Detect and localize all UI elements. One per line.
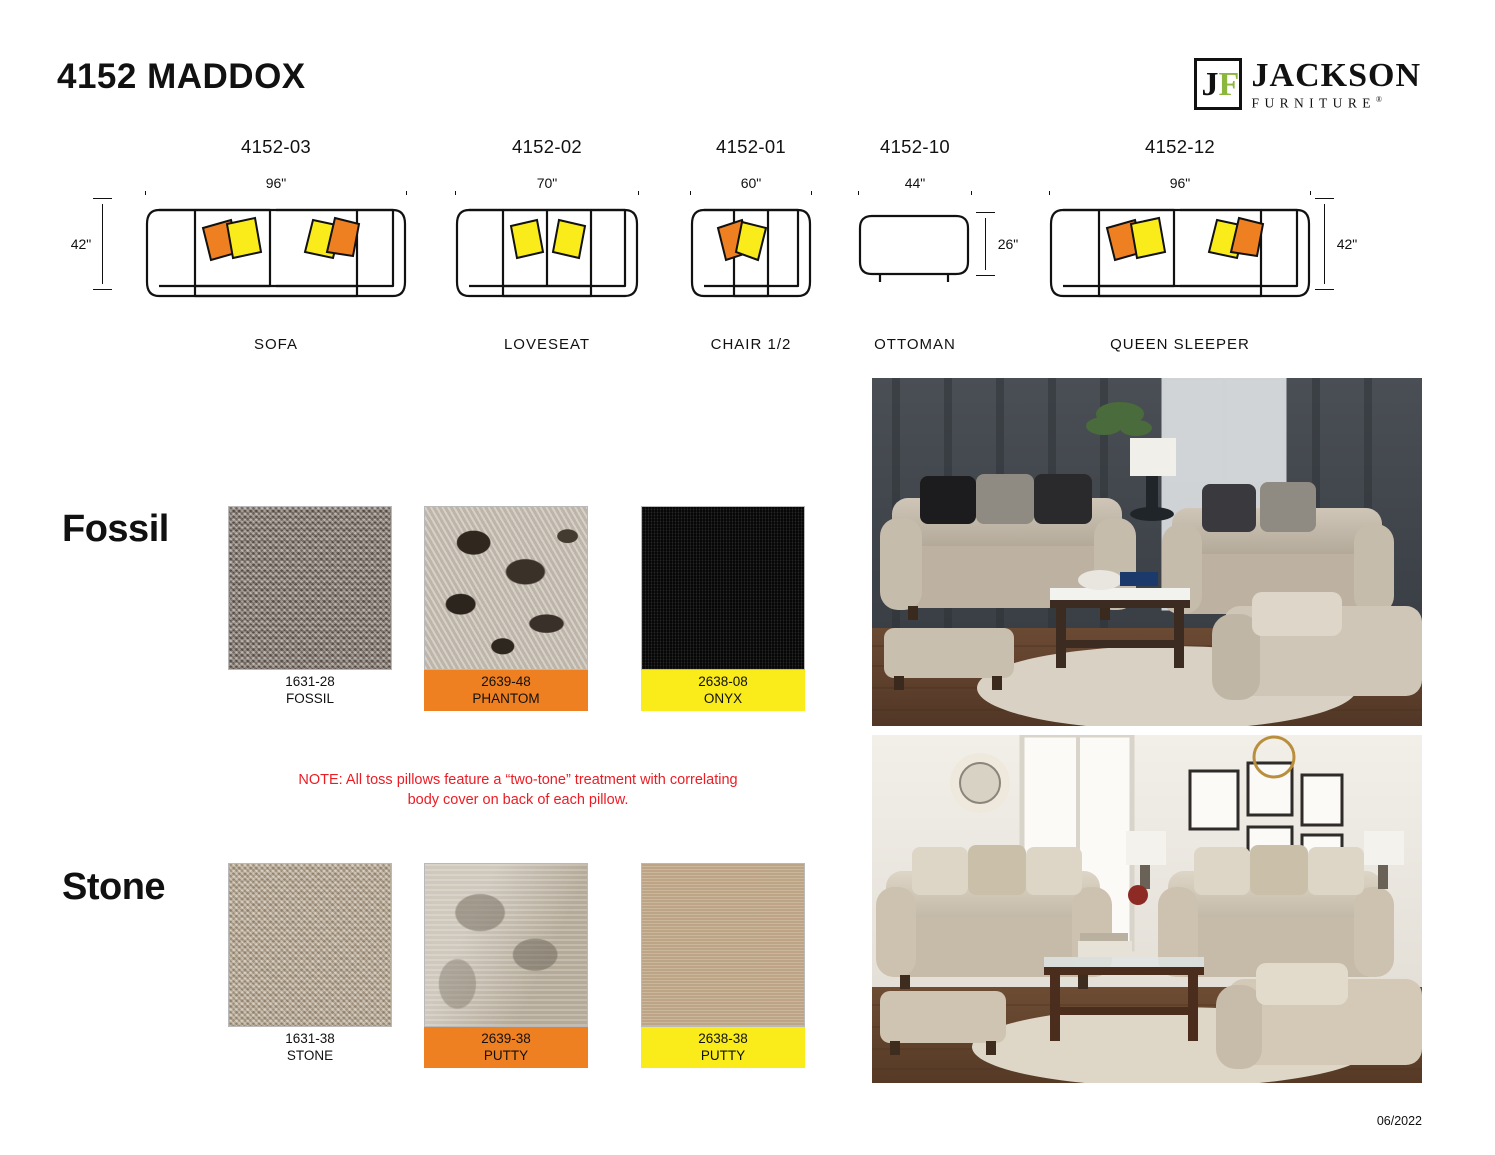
sofa-drawing	[145, 198, 407, 308]
footer-date: 06/2022	[1376, 1114, 1422, 1128]
pillow-note	[233, 770, 803, 810]
swatch-code: 2639-48	[481, 674, 531, 689]
brand-subtitle	[1252, 96, 1421, 110]
width-dimension	[690, 176, 812, 194]
height-dimension	[1315, 198, 1358, 290]
dimension-cap-bottom	[976, 275, 995, 276]
swatch-label	[641, 670, 805, 711]
loveseat-drawing	[455, 198, 639, 308]
brand-name: JACKSON	[1251, 56, 1421, 94]
width-value: 60"	[734, 175, 769, 191]
width-value: 96"	[1163, 175, 1198, 191]
ottoman-drawing	[858, 210, 972, 320]
piece-chair	[690, 136, 812, 353]
swatch-name: PHANTOM	[472, 691, 540, 706]
fabric-tile	[641, 863, 805, 1027]
monogram-letter-j: J	[1201, 66, 1219, 103]
trademark-symbol: ®	[1375, 94, 1382, 104]
queen-sleeper-drawing	[1049, 198, 1311, 308]
piece-loveseat	[455, 136, 639, 353]
height-dimension	[976, 212, 1019, 276]
swatch-fossil-2639-48	[424, 506, 588, 711]
fabric-tile	[424, 863, 588, 1027]
swatch-fossil-1631-28	[228, 506, 392, 711]
swatch-label	[228, 1027, 392, 1068]
fabric-tile	[424, 506, 588, 670]
swatch-code: 1631-28	[285, 674, 335, 689]
piece-name: LOVESEAT	[503, 336, 591, 353]
width-value-wrap	[1049, 175, 1311, 191]
swatch-label	[228, 670, 392, 711]
swatch-stone-1631-38	[228, 863, 392, 1068]
swatch-fossil-2638-08	[641, 506, 805, 711]
swatch-name: ONYX	[703, 691, 743, 706]
width-dimension	[455, 176, 639, 194]
brand-wordmark	[1251, 56, 1421, 110]
fabric-tile	[228, 506, 392, 670]
piece-name: OTTOMAN	[874, 336, 956, 353]
height-value: 42"	[63, 233, 99, 255]
swatch-name: PUTTY	[483, 1048, 529, 1063]
piece-code: 4152-02	[512, 136, 582, 157]
dimension-cap-top	[976, 212, 995, 213]
room-scene-illustration	[872, 735, 1422, 1083]
page-title: 4152 MADDOX	[57, 57, 306, 96]
width-value: 70"	[530, 175, 565, 191]
swatch-label	[424, 1027, 588, 1068]
piece-code: 4152-10	[880, 136, 950, 157]
width-value: 44"	[898, 175, 933, 191]
width-value-wrap	[455, 175, 639, 191]
dimension-cap-top	[93, 198, 112, 199]
dimension-cap-bottom	[93, 289, 112, 290]
brand-subtitle-text: FURNITURE	[1251, 95, 1376, 110]
jackson-monogram-icon	[1194, 58, 1242, 110]
room-photo-stone	[872, 735, 1422, 1083]
width-value-wrap	[858, 175, 972, 191]
width-value: 96"	[259, 175, 294, 191]
width-value-wrap	[690, 175, 812, 191]
swatch-name: STONE	[286, 1048, 334, 1063]
height-value: 42"	[1329, 233, 1365, 255]
width-dimension	[1049, 176, 1311, 194]
width-value-wrap	[145, 175, 407, 191]
dimension-cap-top	[1315, 198, 1334, 199]
height-dimension	[70, 198, 111, 290]
piece-name: CHAIR 1/2	[710, 336, 792, 353]
piece-sofa	[70, 136, 407, 353]
piece-name: SOFA	[253, 336, 298, 353]
swatch-label	[424, 670, 588, 711]
swatch-code: 2638-08	[698, 674, 748, 689]
swatch-name: FOSSIL	[285, 691, 334, 706]
swatch-stone-2638-38	[641, 863, 805, 1068]
piece-name: QUEEN SLEEPER	[1110, 336, 1250, 353]
room-photo-fossil	[872, 378, 1422, 726]
swatch-code: 2639-38	[481, 1031, 531, 1046]
product-lineup	[0, 136, 1495, 366]
piece-code: 4152-03	[241, 136, 311, 157]
width-dimension	[145, 176, 407, 194]
piece-code: 4152-01	[716, 136, 786, 157]
swatch-name: PUTTY	[700, 1048, 746, 1063]
dimension-line	[1324, 204, 1325, 284]
group-title-fossil: Fossil	[62, 508, 169, 550]
dimension-line	[102, 204, 103, 284]
swatch-stone-2639-38	[424, 863, 588, 1068]
pillow-note-line2: body cover on back of each pillow.	[407, 792, 629, 808]
brand-logo	[1194, 58, 1421, 110]
piece-ottoman	[858, 136, 1019, 353]
swatch-code: 2638-38	[698, 1031, 748, 1046]
swatch-code: 1631-38	[285, 1031, 335, 1046]
pillow-note-line1: NOTE: All toss pillows feature a “two-tone” treatment with correlating	[298, 772, 738, 788]
monogram-letter-f: F	[1218, 66, 1240, 103]
piece-code: 4152-12	[1145, 136, 1215, 157]
piece-queen-sleeper	[1049, 136, 1358, 353]
fabric-tile	[641, 506, 805, 670]
fabric-tile	[228, 863, 392, 1027]
dimension-line	[985, 218, 986, 270]
chair-drawing	[690, 198, 812, 308]
room-scene-illustration	[872, 378, 1422, 726]
height-value: 26"	[990, 233, 1026, 255]
width-dimension	[858, 176, 972, 194]
swatch-label	[641, 1027, 805, 1068]
dimension-cap-bottom	[1315, 289, 1334, 290]
group-title-stone: Stone	[62, 866, 166, 908]
